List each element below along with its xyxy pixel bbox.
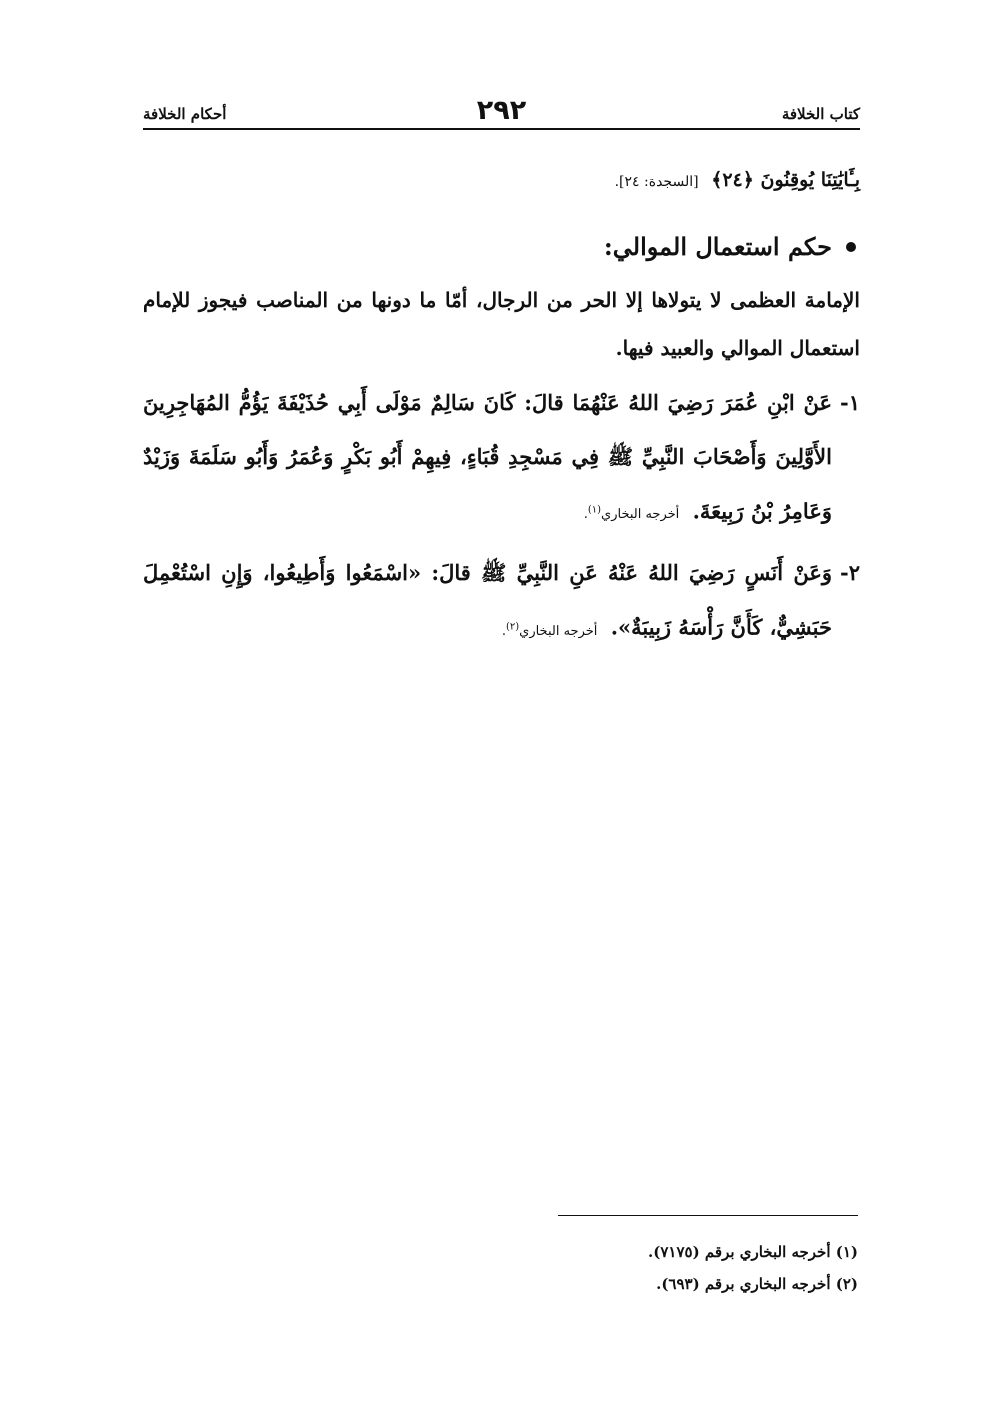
footnotes: [300, 1236, 858, 1300]
hadith-source: أخرجه البخاري$^{(١)}$.: [583, 505, 680, 523]
header-chapter-title: أحكام الخلافة: [143, 105, 227, 123]
bullet-icon: [846, 242, 856, 252]
hadith-source-text: أخرجه البخاري: [601, 507, 680, 523]
hadith-body: [143, 546, 832, 658]
hadith-source: أخرجه البخاري$^{(٢)}$.: [501, 621, 598, 639]
hadith-text: وَعَنْ أَنَسٍ رَضِيَ اللهُ عَنْهُ عَنِ النَّبِيِّ ﷺ قالَ: «اسْمَعُوا وَأَطِيعُوا، وَإِنِ اسْتُعْمِلَ حَبَشِيٌّ، كَأَنَّ رَأْسَهُ زَبِيبَةٌ».: [143, 560, 832, 640]
footnote-mark: (١): [587, 505, 602, 516]
quran-verse: [143, 160, 860, 202]
header-book-title: كتاب الخلافة: [781, 105, 860, 123]
hadith-item: [143, 376, 860, 542]
section-paragraph: الإمامة العظمى لا يتولاها إلا الحر من الرجال، أمّا ما دونها من المناصب فيجوز للإمام استعمال الموالي والعبيد فيها.: [143, 288, 860, 360]
footnote-rule: [558, 1215, 858, 1216]
hadith-text: عَنْ ابْنِ عُمَرَ رَضِيَ اللهُ عَنْهُمَا قالَ: كَانَ سَالِمٌ مَوْلَى أَبِي حُذَيْفَةَ يَؤُمُّ المُهَاجِرِينَ الأَوَّلِينَ وَأَصْحَابَ النَّبِيِّ ﷺ فِي مَسْجِدِ قُبَاءٍ، فِيهِمْ أَبُو بَكْرٍ وَعُمَرُ وَأَبُو سَلَمَةَ وَزَيْدٌ وَعَامِرُ بْنُ رَبِيعَةَ.: [143, 390, 832, 524]
header-rule: [143, 128, 860, 130]
footnote-mark: (٢): [505, 621, 520, 633]
page-body: [143, 160, 860, 659]
footnote: (١) أخرجه البخاري برقم (٧١٧٥).: [648, 1243, 858, 1261]
page-number: ٢٩٢: [476, 95, 527, 126]
page-header: [143, 95, 860, 129]
hadith-number: ١-: [840, 390, 860, 415]
hadith-number: ٢-: [840, 560, 860, 586]
hadith-item: [143, 546, 860, 658]
hadith-source-text: أخرجه البخاري: [519, 623, 598, 639]
section-heading: [143, 230, 860, 264]
verse-text: بِـَٔايَٰتِنَا يُوقِنُونَ ﴿٢٤﴾: [711, 169, 860, 191]
hadith-body: [143, 376, 832, 542]
footnote: (٢) أخرجه البخاري برقم (٦٩٣).: [656, 1275, 858, 1293]
section-heading-text: حكم استعمال الموالي:: [603, 232, 832, 261]
verse-reference: [السجدة: ٢٤].: [614, 174, 699, 190]
